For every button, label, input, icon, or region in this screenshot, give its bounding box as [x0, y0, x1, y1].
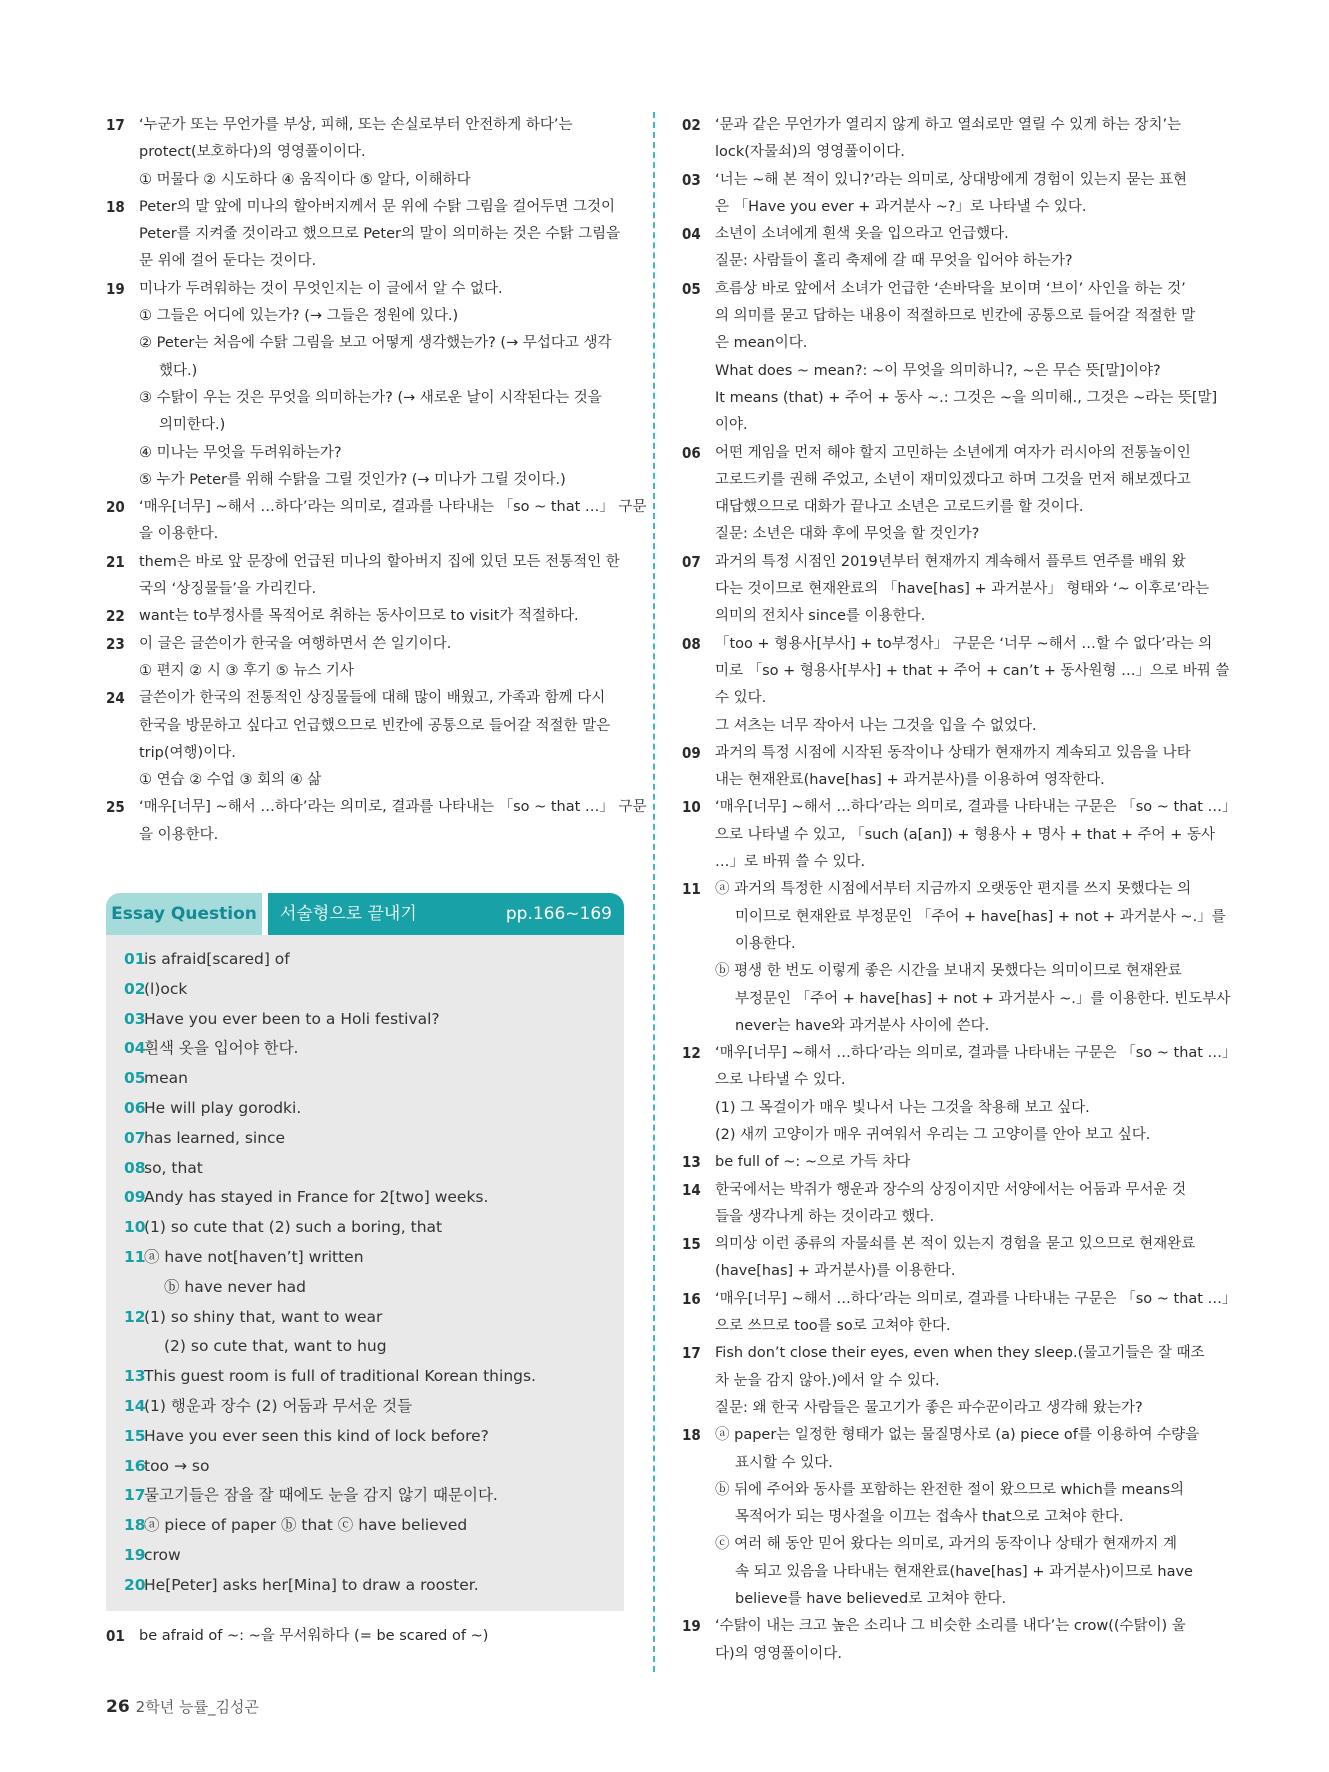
- answer-row: [106, 1452, 624, 1482]
- item-number: 16: [682, 1289, 701, 1308]
- answer-text: (l)ock: [144, 979, 188, 998]
- item-number: 12: [682, 1044, 701, 1063]
- explanation-item: [106, 276, 626, 494]
- explanation-line: 어떤 게임을 먼저 해야 할지 고민하는 소년에게 여자가 러시아의 전통놀이인: [715, 444, 1191, 461]
- explanation-line: 했다.): [159, 362, 198, 379]
- essay-title: 서술형으로 끝내기: [280, 904, 417, 925]
- answer-text: too → so: [144, 1456, 210, 1475]
- essay-question-header: [106, 893, 624, 935]
- explanation-line: ‘매우[너무] ~해서 …하다’라는 의미로, 결과를 나타내는 「so ~ that …」 구문: [139, 799, 647, 816]
- explanation-line: ③ 수탉이 우는 것은 무엇을 의미하는가? (→ 새로운 날이 시작된다는 것을: [139, 389, 602, 406]
- explanation-line: 목적어가 되는 명사절을 이끄는 접속사 that으로 고쳐야 한다.: [735, 1509, 1124, 1526]
- answer-text: Have you ever seen this kind of lock before?: [144, 1426, 489, 1445]
- item-number: 17: [106, 116, 125, 134]
- left-column: [106, 112, 647, 1650]
- explanation-item: [682, 794, 1237, 876]
- explanation-line: (1) 그 목걸이가 매우 빛나서 나는 그것을 착용해 보고 싶다.: [715, 1099, 1090, 1116]
- answer-text: ⓑ have never had: [164, 1277, 306, 1296]
- explanation-item: [106, 194, 626, 276]
- explanation-line: 의미상 이런 종류의 자물쇠를 본 적이 있는지 경험을 묻고 있으므로 현재완료: [715, 1236, 1196, 1253]
- explanation-line: What does ~ mean?: ~이 무엇을 의미하니?, ~은 무슨 뜻[말]이야?: [715, 362, 1161, 379]
- page-number: 26: [106, 1697, 130, 1717]
- explanation-line: 이 글은 글쓴이가 한국을 여행하면서 쓴 일기이다.: [139, 635, 452, 652]
- item-number: 07: [682, 552, 701, 571]
- answer-text: crow: [144, 1545, 181, 1564]
- answer-number: 04: [124, 1039, 146, 1058]
- explanation-line: 속 되고 있음을 나타내는 현재완료(have[has] + 과거분사)이므로 have: [735, 1563, 1193, 1580]
- explanation-line: ‘너는 ~해 본 적이 있니?’라는 의미로, 상대방에게 경험이 있는지 묻는 표현: [715, 171, 1187, 188]
- explanation-line: 한국을 방문하고 싶다고 언급했으므로 빈칸에 공통으로 들어갈 적절한 말은: [139, 717, 611, 734]
- explanation-item: [682, 1340, 1206, 1422]
- answer-number: 16: [124, 1456, 146, 1475]
- explanation-line: 으로 나타낼 수 있고, 「such (a[an]) + 형용사 + 명사 + that + 주어 + 동사: [715, 826, 1216, 843]
- item-number: 13: [682, 1153, 701, 1172]
- explanation-item: [106, 794, 647, 849]
- explanation-line: trip(여행)이다.: [139, 744, 236, 761]
- explanation-item: [682, 1613, 1206, 1668]
- answer-number: 18: [124, 1516, 146, 1535]
- answer-text: (1) so shiny that, want to wear: [144, 1307, 383, 1326]
- item-number: 22: [106, 607, 125, 626]
- answer-row: [106, 1511, 624, 1541]
- answer-row: [106, 1094, 624, 1124]
- explanation-item: [106, 1623, 626, 1650]
- explanation-line: be afraid of ~: ~을 무서워하다 (= be scared of ~): [139, 1627, 489, 1644]
- item-number: 19: [106, 279, 125, 298]
- explanation-line: 의미한다.): [159, 417, 226, 434]
- explanation-line: Fish don’t close their eyes, even when they sleep.(물고기들은 잘 때조: [715, 1345, 1205, 1362]
- answer-text: Andy has stayed in France for 2[two] weeks.: [144, 1188, 489, 1207]
- explanation-line: 은 mean이다.: [715, 335, 808, 352]
- explanation-line: 은 「Have you ever + 과거분사 ~?」로 나타낼 수 있다.: [715, 198, 1087, 215]
- answer-number: 01: [124, 950, 146, 969]
- explanation-line: ⓒ 여러 해 동안 믿어 왔다는 의미로, 과거의 동작이나 상태가 현재까지 계: [715, 1536, 1178, 1553]
- explanation-line: 이야.: [715, 417, 748, 434]
- answer-row: [106, 975, 624, 1005]
- item-number: 14: [682, 1180, 701, 1199]
- answer-row: [106, 1183, 624, 1213]
- explanation-line: want는 to부정사를 목적어로 취하는 동사이므로 to visit가 적절하다.: [139, 608, 579, 625]
- explanation-item: [106, 685, 626, 794]
- answer-number: 17: [124, 1486, 146, 1505]
- explanation-line: ① 연습 ② 수업 ③ 회의 ④ 삶: [139, 772, 322, 789]
- explanation-line: 과거의 특정 시점에 시작된 동작이나 상태가 현재까지 계속되고 있음을 나타: [715, 744, 1191, 761]
- item-number: 06: [682, 443, 701, 462]
- answer-text: This guest room is full of traditional Korean things.: [144, 1367, 536, 1386]
- answer-number: 13: [124, 1367, 146, 1386]
- answer-text: ⓐ piece of paper ⓑ that ⓒ have believed: [144, 1516, 468, 1535]
- explanation-line: 으로 쓰므로 too를 so로 고쳐야 한다.: [715, 1318, 951, 1335]
- answer-text: 흰색 옷을 입어야 한다.: [144, 1039, 299, 1058]
- answer-row: [106, 1303, 624, 1333]
- answer-text: 물고기들은 잠을 잘 때에도 눈을 감지 않기 때문이다.: [144, 1486, 498, 1505]
- item-number: 24: [106, 689, 125, 708]
- explanation-item: [682, 221, 1206, 276]
- item-number: 25: [106, 798, 125, 817]
- explanation-line: Peter의 말 앞에 미나의 할아버지께서 문 위에 수탉 그림을 걸어두면 그것이: [139, 198, 616, 215]
- explanation-line: ① 편지 ② 시 ③ 후기 ⑤ 뉴스 기사: [139, 662, 354, 679]
- right-column: [682, 112, 1237, 1668]
- explanation-line: 국의 ‘상징물들’을 가리킨다.: [139, 581, 317, 598]
- explanation-line: ⑤ 누가 Peter를 위해 수탉을 그릴 것인가? (→ 미나가 그릴 것이다.): [139, 471, 566, 488]
- answer-row: [106, 1392, 624, 1422]
- explanation-line: ④ 미나는 무엇을 두려워하는가?: [139, 444, 342, 461]
- explanation-item: [682, 167, 1206, 222]
- answer-text: has learned, since: [144, 1128, 286, 1147]
- explanation-line: ‘누군가 또는 무언가를 부상, 피해, 또는 손실로부터 안전하게 하다’는: [139, 117, 573, 133]
- explanation-line: 대답했으므로 대화가 끝나고 소년은 고로드키를 할 것이다.: [715, 499, 1084, 516]
- answer-row: [106, 1571, 624, 1601]
- explanation-line: 문 위에 걸어 둔다는 것이다.: [139, 253, 317, 270]
- item-number: 20: [106, 498, 125, 517]
- explanation-item: [682, 876, 1231, 1040]
- column-divider: [653, 112, 655, 1672]
- answer-row: [106, 1034, 624, 1064]
- explanation-line: 들을 생각나게 하는 것이라고 했다.: [715, 1208, 935, 1225]
- explanation-line: 미이므로 현재완료 부정문인 「주어 + have[has] + not + 과거분사 ~.」를: [735, 908, 1226, 925]
- explanation-line: (have[has] + 과거분사)를 이용한다.: [715, 1263, 956, 1280]
- explanation-line: 질문: 사람들이 홀리 축제에 갈 때 무엇을 입어야 하는가?: [715, 253, 1073, 270]
- answer-row: [106, 1481, 624, 1511]
- explanation-line: 을 이용한다.: [139, 826, 219, 843]
- essay-title-bar: [268, 893, 624, 935]
- answer-text: (1) 행운과 장수 (2) 어둠과 무서운 것들: [144, 1396, 413, 1415]
- explanation-line: 이용한다.: [735, 935, 796, 952]
- explanation-item: [682, 1231, 1206, 1286]
- explanation-line: 내는 현재완료(have[has] + 과거분사)를 이용하여 영작한다.: [715, 772, 1105, 789]
- item-number: 04: [682, 225, 701, 244]
- answer-number: 05: [124, 1069, 146, 1088]
- answer-number: 03: [124, 1009, 146, 1028]
- answer-text: (2) so cute that, want to hug: [164, 1337, 387, 1356]
- item-number: 10: [682, 798, 701, 817]
- explanation-line: 글쓴이가 한국의 전통적인 상징물들에 대해 많이 배웠고, 가족과 함께 다시: [139, 690, 606, 707]
- item-number: 15: [682, 1235, 701, 1254]
- explanation-line: 흐름상 바로 앞에서 소녀가 언급한 ‘손바닥을 보이며 ‘브이’ 사인을 하는 것’: [715, 280, 1186, 297]
- answer-text: Have you ever been to a Holi festival?: [144, 1009, 440, 1028]
- explanation-line: 부정문인 「주어 + have[has] + not + 과거분사 ~.」를 이용한다. 빈도부사: [735, 990, 1231, 1007]
- footer-label: 2학년 능률_김성곤: [135, 1698, 259, 1716]
- explanation-line: them은 바로 앞 문장에 언급된 미나의 할아버지 집에 있던 모든 전통적인 한: [139, 553, 620, 570]
- explanation-line: 「too + 형용사[부사] + to부정사」 구문은 ‘너무 ~해서 …할 수 없다’라는 의: [715, 635, 1213, 652]
- item-number: 21: [106, 552, 125, 571]
- answer-text: is afraid[scared] of: [144, 950, 290, 969]
- explanation-item: [682, 440, 1206, 549]
- explanation-line: 질문: 소년은 대화 후에 무엇을 할 것인가?: [715, 526, 980, 543]
- explanation-line: ② Peter는 처음에 수탉 그림을 보고 어떻게 생각했는가? (→ 무섭다고 생각: [139, 335, 612, 352]
- explanation-line: ① 머물다 ② 시도하다 ④ 움직이다 ⑤ 알다, 이해하다: [139, 171, 471, 188]
- explanation-line: be full of ~: ~으로 가득 차다: [715, 1154, 911, 1171]
- explanation-item: [682, 1040, 1237, 1149]
- explanation-line: lock(자물쇠)의 영영풀이이다.: [715, 144, 905, 161]
- explanation-item: [682, 631, 1230, 740]
- essay-pages: pp.166~169: [505, 904, 612, 925]
- answer-row: [106, 1273, 624, 1303]
- explanation-line: ① 그들은 어디에 있는가? (→ 그들은 정원에 있다.): [139, 308, 459, 325]
- explanation-line: 의미의 전치사 since를 이용한다.: [715, 608, 926, 625]
- explanation-item: [106, 549, 626, 604]
- explanation-line: ‘매우[너무] ~해서 …하다’라는 의미로, 결과를 나타내는 구문은 「so ~ that …」: [715, 1045, 1237, 1062]
- explanation-line: 을 이용한다.: [139, 526, 219, 543]
- explanation-item: [106, 112, 626, 194]
- answer-number: 09: [124, 1188, 146, 1207]
- answer-row: [106, 945, 624, 975]
- explanation-line: 그 셔츠는 너무 작아서 나는 그것을 입을 수 없었다.: [715, 717, 1037, 734]
- answer-text: ⓐ have not[haven’t] written: [144, 1247, 364, 1266]
- item-number: 17: [682, 1344, 701, 1363]
- answer-number: 02: [124, 979, 146, 998]
- answer-number: 20: [124, 1575, 146, 1594]
- answer-row: [106, 1422, 624, 1452]
- answer-text: so, that: [144, 1158, 203, 1177]
- explanation-line: 미나가 두려워하는 것이 무엇인지는 이 글에서 알 수 없다.: [139, 280, 503, 297]
- explanation-line: Peter를 지켜줄 것이라고 했으므로 Peter의 말이 의미하는 것은 수탉 그림을: [139, 226, 621, 243]
- explanation-line: (2) 새끼 고양이가 매우 귀여워서 우리는 그 고양이를 안아 보고 싶다.: [715, 1126, 1151, 1143]
- item-number: 19: [682, 1617, 701, 1636]
- explanation-line: ‘매우[너무] ~해서 …하다’라는 의미로, 결과를 나타내는 구문은 「so ~ that …」: [715, 799, 1237, 816]
- explanation-line: 수 있다.: [715, 690, 767, 707]
- answer-row: [106, 1124, 624, 1154]
- answer-row: [106, 1332, 624, 1362]
- explanation-item: [106, 603, 626, 630]
- explanation-item: [682, 549, 1210, 631]
- explanation-line: ‘문과 같은 무언가가 열리지 않게 하고 열쇠로만 열릴 수 있게 하는 장치’는: [715, 117, 1182, 133]
- item-number: 11: [682, 880, 701, 899]
- explanation-line: believe를 have believed로 고쳐야 한다.: [735, 1591, 1007, 1608]
- answer-number: 12: [124, 1307, 146, 1326]
- explanation-line: ⓑ 뒤에 주어와 동사를 포함하는 완전한 절이 왔으므로 which를 means의: [715, 1481, 1185, 1498]
- item-number: 18: [106, 197, 125, 216]
- answer-number: 08: [124, 1158, 146, 1177]
- explanation-line: 소년이 소녀에게 흰색 옷을 입으라고 언급했다.: [715, 226, 1009, 243]
- explanation-item: [682, 1149, 1206, 1176]
- answer-text: He[Peter] asks her[Mina] to draw a rooster.: [144, 1575, 479, 1594]
- explanation-line: 의 의미를 묻고 답하는 내용이 적절하므로 빈칸에 공통으로 들어갈 적절한 말: [715, 308, 1196, 325]
- answer-text: mean: [144, 1069, 188, 1088]
- item-number: 08: [682, 634, 701, 653]
- item-number: 09: [682, 743, 701, 762]
- answer-number: 06: [124, 1099, 146, 1117]
- answer-row: [106, 1243, 624, 1273]
- explanation-line: 한국에서는 박쥐가 행운과 장수의 상징이지만 서양에서는 어둠과 무서운 것: [715, 1181, 1187, 1198]
- explanation-line: 질문: 왜 한국 사람들은 물고기가 좋은 파수꾼이라고 생각해 왔는가?: [715, 1399, 1143, 1416]
- answer-number: 07: [124, 1128, 146, 1147]
- answer-number: 15: [124, 1426, 146, 1445]
- item-number: 23: [106, 634, 125, 653]
- essay-question-tab: Essay Question: [106, 893, 262, 935]
- explanation-item: [682, 1422, 1206, 1613]
- explanation-item: [682, 276, 1218, 440]
- explanation-line: 다)의 영영풀이이다.: [715, 1645, 842, 1662]
- answer-number: 19: [124, 1545, 146, 1564]
- explanation-line: 으로 나타낼 수 있다.: [715, 1072, 846, 1089]
- explanation-line: ‘매우[너무] ~해서 …하다’라는 의미로, 결과를 나타내는 구문은 「so ~ that …」: [715, 1290, 1237, 1307]
- explanation-line: ⓐ paper는 일정한 형태가 없는 물질명사로 (a) piece of를 이용하여 수량을: [715, 1427, 1200, 1444]
- explanation-item: [106, 494, 647, 549]
- item-number: 18: [682, 1426, 701, 1445]
- answer-number: 10: [124, 1218, 146, 1237]
- explanation-line: 과거의 특정 시점인 2019년부터 현재까지 계속해서 플루트 연주를 배워 왔: [715, 553, 1186, 570]
- answer-row: [106, 1154, 624, 1184]
- explanation-line: 미로 「so + 형용사[부사] + that + 주어 + can’t + 동사원형 …」으로 바꿔 쓸: [715, 662, 1230, 679]
- explanation-line: ⓑ 평생 한 번도 이렇게 좋은 시간을 보내지 못했다는 의미이므로 현재완료: [715, 963, 1182, 980]
- explanation-line: ‘매우[너무] ~해서 …하다’라는 의미로, 결과를 나타내는 「so ~ that …」 구문: [139, 499, 647, 516]
- answer-text: He will play gorodki.: [144, 1099, 302, 1117]
- essay-answer-box: [106, 935, 624, 1611]
- answer-number: 11: [124, 1247, 146, 1266]
- explanation-item: [682, 1286, 1237, 1341]
- explanation-line: 다는 것이므로 현재완료의 「have[has] + 과거분사」 형태와 ‘~ 이후로’라는: [715, 581, 1210, 598]
- answer-row: [106, 1005, 624, 1035]
- answer-row: [106, 1362, 624, 1392]
- explanation-line: ⓐ 과거의 특정한 시점에서부터 지금까지 오랫동안 편지를 쓰지 못했다는 의: [715, 881, 1192, 898]
- explanation-line: 고로드키를 권해 주었고, 소년이 재미있겠다고 하며 그것을 먼저 해보겠다고: [715, 471, 1191, 488]
- page-footer: [106, 1696, 259, 1717]
- explanation-item: [682, 112, 1206, 167]
- answer-row: [106, 1064, 624, 1094]
- explanation-line: 표시할 수 있다.: [735, 1454, 833, 1471]
- item-number: 01: [106, 1626, 125, 1645]
- answer-row: [106, 1541, 624, 1571]
- explanation-line: …」로 바꿔 쓸 수 있다.: [715, 854, 866, 871]
- item-number: 02: [682, 116, 701, 134]
- explanation-item: [682, 740, 1206, 795]
- explanation-line: protect(보호하다)의 영영풀이이다.: [139, 144, 366, 161]
- explanation-line: 차 눈을 감지 않아.)에서 알 수 있다.: [715, 1372, 940, 1389]
- answer-number: 14: [124, 1396, 146, 1415]
- answer-text: (1) so cute that (2) such a boring, that: [144, 1218, 443, 1237]
- explanation-item: [106, 631, 626, 686]
- answer-row: [106, 1213, 624, 1243]
- explanation-item: [682, 1177, 1206, 1232]
- explanation-line: never는 have와 과거분사 사이에 쓴다.: [735, 1017, 990, 1034]
- explanation-line: It means (that) + 주어 + 동사 ~.: 그것은 ~을 의미해., 그것은 ~라는 뜻[말]: [715, 389, 1218, 406]
- item-number: 03: [682, 170, 701, 189]
- explanation-line: ‘수탉이 내는 크고 높은 소리나 그 비슷한 소리를 내다’는 crow((수탉이) 울: [715, 1618, 1186, 1635]
- item-number: 05: [682, 279, 701, 298]
